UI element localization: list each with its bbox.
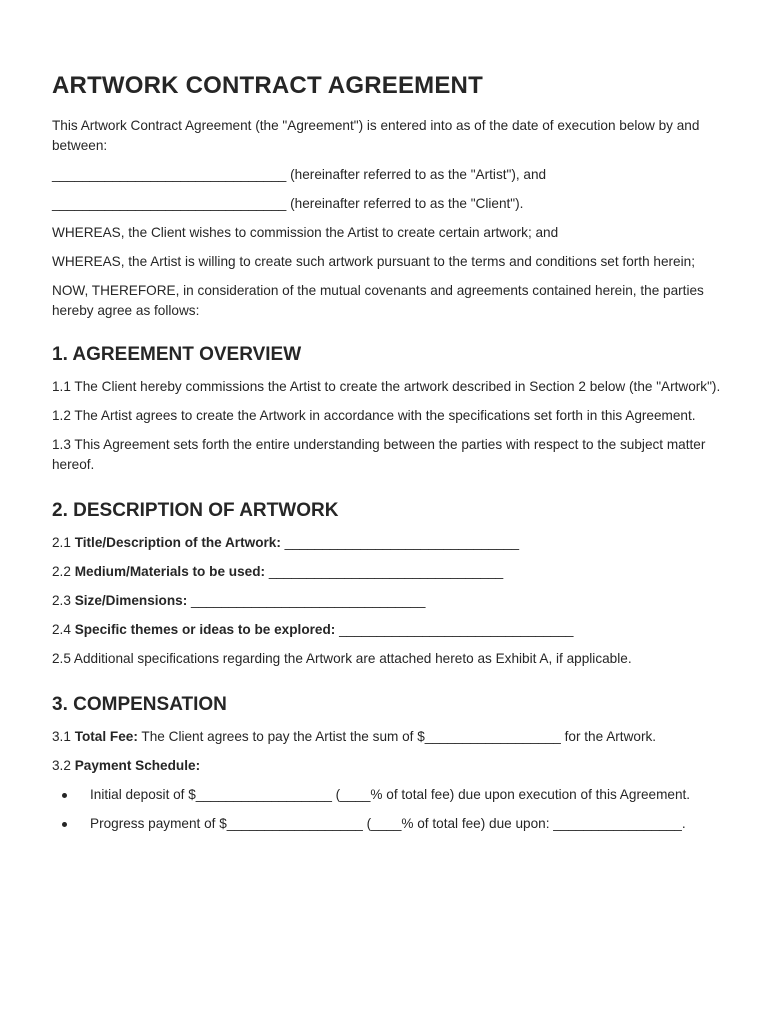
clause-3-1	[52, 727, 722, 747]
section1-heading: 1. AGREEMENT OVERVIEW	[52, 344, 302, 365]
bullet-icon	[62, 822, 67, 827]
field-label: Medium/Materials to be used:	[74, 564, 266, 579]
clause-2-2	[52, 562, 722, 582]
bullet-icon	[62, 793, 67, 798]
field-label: Specific themes or ideas to be explored:	[74, 622, 336, 637]
clause-2-3	[52, 591, 722, 611]
clause-text: The Client agrees to pay the Artist the sum of $__________________ for the Artwork.	[137, 729, 657, 744]
field-label: Total Fee:	[74, 729, 138, 744]
list-item-text: Progress payment of $__________________ (____% of total fee) due upon: _________________.	[90, 816, 686, 831]
now-therefore: NOW, THEREFORE, in consideration of the mutual covenants and agreements contained herein, the parties hereby agree as follows:	[52, 283, 704, 318]
clause-3-2	[52, 756, 722, 776]
blank-line: _______________________________	[280, 535, 520, 550]
document-title: ARTWORK CONTRACT AGREEMENT	[52, 72, 483, 99]
blank-line: _______________________________	[335, 622, 574, 637]
section3-heading: 3. COMPENSATION	[52, 694, 227, 715]
blank-line: _______________________________	[265, 564, 504, 579]
clause-1-1: 1.1 The Client hereby commissions the Artist to create the artwork described in Section 2 below (the "Artwork").	[52, 379, 721, 394]
intro-paragraph: This Artwork Contract Agreement (the "Agreement") is entered into as of the date of execution below by and between:	[52, 118, 700, 153]
artist-line: _______________________________ (hereinafter referred to as the "Artist"), and	[52, 167, 547, 182]
blank-line: _______________________________	[187, 593, 426, 608]
section2-heading: 2. DESCRIPTION OF ARTWORK	[52, 500, 339, 521]
document-content	[52, 72, 722, 843]
list-item	[52, 814, 722, 834]
client-line: _______________________________ (hereinafter referred to as the "Client").	[52, 196, 524, 211]
clause-number: 2.4	[52, 622, 75, 637]
field-label: Title/Description of the Artwork:	[74, 535, 281, 550]
whereas-artist: WHEREAS, the Artist is willing to create such artwork pursuant to the terms and conditions set forth herein;	[52, 254, 695, 269]
clause-number: 3.2	[52, 758, 75, 773]
clause-2-1	[52, 533, 722, 553]
list-item	[52, 785, 722, 805]
clause-number: 2.1	[52, 535, 75, 550]
clause-2-5: 2.5 Additional specifications regarding the Artwork are attached hereto as Exhibit A, if applicable.	[52, 651, 632, 666]
clause-number: 3.1	[52, 729, 75, 744]
whereas-client: WHEREAS, the Client wishes to commission the Artist to create certain artwork; and	[52, 225, 559, 240]
list-item-text: Initial deposit of $__________________ (____% of total fee) due upon execution of this Agreement.	[90, 787, 691, 802]
field-label: Payment Schedule:	[74, 758, 201, 773]
clause-2-4	[52, 620, 722, 640]
clause-number: 2.2	[52, 564, 75, 579]
clause-number: 2.3	[52, 593, 75, 608]
clause-1-2: 1.2 The Artist agrees to create the Artwork in accordance with the specifications set forth in this Agreement.	[52, 408, 696, 423]
payment-schedule-list	[52, 785, 722, 834]
field-label: Size/Dimensions:	[74, 593, 188, 608]
clause-1-3: 1.3 This Agreement sets forth the entire understanding between the parties with respect to the subject matter hereof.	[52, 437, 706, 472]
